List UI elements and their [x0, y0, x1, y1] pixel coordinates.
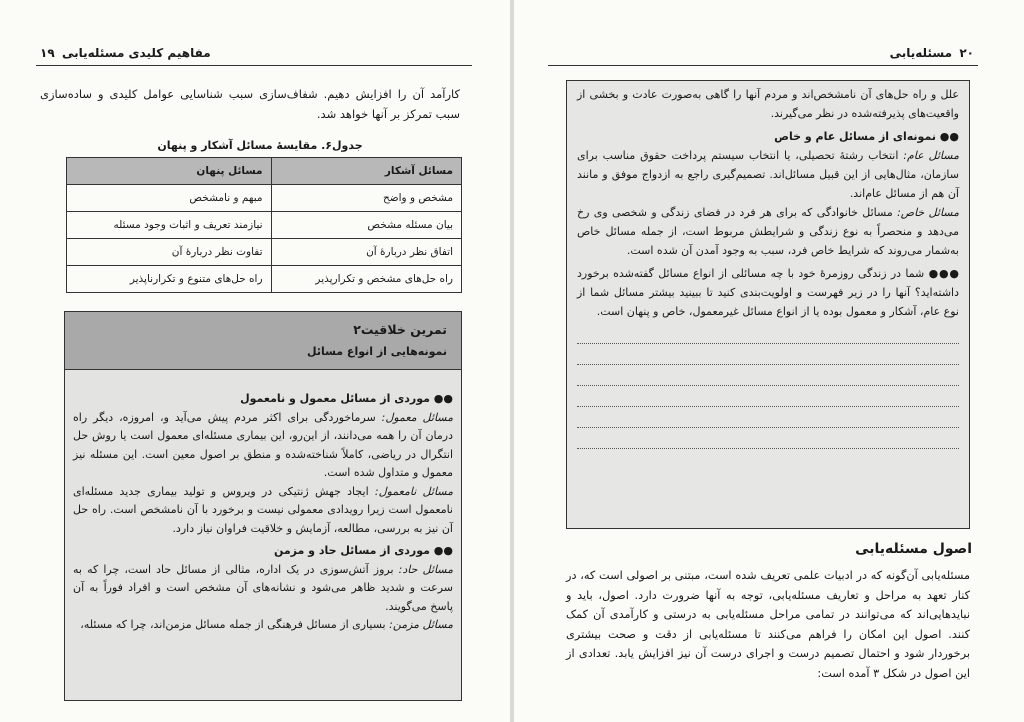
term-label: مسائل عام: — [903, 149, 959, 162]
left-header-title: مفاهیم کلیدی مسئله‌یابی — [62, 46, 211, 60]
table-row — [67, 239, 462, 266]
right-page-number: ۲۰ — [959, 46, 974, 60]
exercise-paragraph — [73, 483, 453, 539]
box-question: ●●● شما در زندگی روزمرهٔ خود با چه مسائلی از انواع مسائل گفته‌شده برخورد داشته‌اید؟ آنها را در زیر فهرست و اولویت‌بندی کنید تا ببینید بیشتر مسائل شما از نوع عام، آشکار و معمول بوده یا از انواع مسائل غیرمعمول، خاص و پنهان است. — [577, 267, 959, 318]
left-page — [0, 0, 510, 722]
table-caption: جدول۶. مقایسهٔ مسائل آشکار و پنهان — [157, 139, 363, 152]
table-header-row — [67, 158, 462, 185]
box-paragraph — [577, 146, 959, 203]
term-text: ایجاد جهش ژنتیکی در ویروس و تولید بیماری جدید مسئله‌ای نامعمول است زیرا رویدادی معمولی نیست و برخورد با آن نامشخص است. راه حل آن نیز به بررسی، مطالعه، آزمایش و خلاقیت فراوان نیاز دارد. — [73, 484, 453, 535]
answer-line — [577, 407, 959, 428]
term-text: مسائل خانوادگی که برای هر فرد در فضای زندگی و شخصی وی رخ می‌دهد و منحصراً به نوع زندگی و شرایطش مربوط است، از جمله مسائل خاص به‌شمار می‌روند که شرایط خاص فرد، سبب به وجود آمدن آن شده است. — [577, 206, 959, 257]
table-cell: راه حل‌های مشخص و تکرارپذیر — [271, 266, 461, 293]
term-text: سرماخوردگی برای اکثر مردم پیش می‌آید و، امروزه، دیگر راه درمان آن را همه می‌دانند، از این‌رو، این بیماری مسئله‌ای معمول است یا روش حل انتگرال در ریاضی، کاملاً شناخته‌شده و منطق بر اصول معین است. این مسئله نیز معمول و متداول شده است. — [73, 410, 453, 479]
answer-lines — [577, 323, 959, 449]
continued-exercise-box — [566, 80, 970, 529]
table-cell: مبهم و نامشخص — [67, 185, 272, 212]
exercise-section-heading: ●● موردی از مسائل حاد و مزمن — [273, 544, 453, 557]
exercise-paragraph — [73, 616, 453, 635]
exercise-section-heading: ●● موردی از مسائل معمول و نامعمول — [240, 392, 453, 405]
exercise-header — [64, 311, 462, 371]
exercise-text — [73, 390, 453, 635]
right-body-paragraph: مسئله‌یابی آن‌گونه که در ادبیات علمی تعریف شده است، مبتنی بر اصولی است که، در کنار تعهد به مراحل و تعاریف مسئله‌یابی، توجه به آنها ضرورت دارد. اصول، باید و نبایدهایی‌اند که می‌توانند در تمامی مراحل مسئله‌یابی به درستی و کارآمدی آن کمک کنند. اصول این امکان را فراهم می‌کنند تا مسئله‌یابی از دقت و صحت بیشتری برخوردار شود و احتمال تصمیم درست و اجرای درست آن نیز افزایش یابد. تعدادی از این اصول در شکل ۳ آمده است: — [566, 569, 970, 680]
exercise-paragraph — [73, 409, 453, 483]
box-intro: علل و راه حل‌های آن نامشخص‌اند و مردم آنها را گاهی به‌صورت عادت و بخشی از واقعیت‌های پذیرفته‌شده در نظر می‌گیرند. — [577, 88, 959, 120]
table-cell: اتفاق نظر دربارهٔ آن — [271, 239, 461, 266]
table-header-cell: مسائل پنهان — [67, 158, 272, 185]
exercise-paragraph — [73, 561, 453, 617]
table-header-cell: مسائل آشکار — [271, 158, 461, 185]
left-intro-paragraph: کارآمد آن را افزایش دهیم. شفاف‌سازی سبب شناسایی عوامل کلیدی و ساده‌سازی سبب تمرکز بر آنها خواهد شد. — [40, 87, 460, 121]
term-text: بروز آتش‌سوزی در یک اداره، مثالی از مسائل حاد است، چرا که به سرعت و شدید ظاهر می‌شود و نشانه‌های آن مشخص است و افراد فوراً به آن پاسخ می‌گویند. — [73, 562, 453, 613]
answer-line — [577, 365, 959, 386]
term-label: مسائل معمول: — [381, 410, 454, 424]
left-header-rule — [36, 65, 472, 66]
term-label: مسائل خاص: — [897, 206, 960, 219]
table-cell: مشخص و واضح — [271, 185, 461, 212]
answer-line — [577, 386, 959, 407]
table-cell: نیازمند تعریف و اثبات وجود مسئله — [67, 212, 272, 239]
table-cell: راه حل‌های متنوع و تکرارناپذیر — [67, 266, 272, 293]
box-paragraph — [577, 203, 959, 260]
answer-line — [577, 344, 959, 365]
term-label: مسائل حاد: — [398, 562, 453, 576]
term-text: بسیاری از مسائل فرهنگی از جمله مسائل مزمن‌اند، چرا که مسئله، — [80, 618, 386, 631]
box-text — [577, 85, 959, 449]
table-row — [67, 185, 462, 212]
exercise-subtitle: نمونه‌هایی از انواع مسائل — [307, 345, 447, 358]
exercise-title: تمرین خلاقیت۲ — [353, 322, 447, 337]
term-label: مسائل مزمن: — [389, 618, 453, 631]
answer-line — [577, 323, 959, 344]
table-row — [67, 212, 462, 239]
term-text: انتخاب رشتهٔ تحصیلی، یا انتخاب سیستم پرداخت حقوق مناسب برای سازمان، مثال‌هایی از این قبیل مسائل‌اند. تصمیم‌گیری راجع به ازدواج موفق و مانند آن هم از مسائل عام‌اند. — [577, 149, 959, 200]
section-title: اصول مسئله‌یابی — [855, 541, 972, 557]
answer-line — [577, 428, 959, 449]
comparison-table — [66, 157, 462, 293]
right-header-rule — [548, 65, 978, 66]
term-label: مسائل نامعمول: — [374, 484, 453, 498]
table-cell: تفاوت نظر دربارهٔ آن — [67, 239, 272, 266]
exercise-body — [64, 369, 462, 701]
table-cell: بیان مسئله مشخص — [271, 212, 461, 239]
box-section-heading: ●● نمونه‌ای از مسائل عام و خاص — [774, 130, 959, 143]
table-row — [67, 266, 462, 293]
left-page-number: ۱۹ — [40, 46, 55, 60]
right-header-title: مسئله‌یابی — [889, 46, 952, 60]
